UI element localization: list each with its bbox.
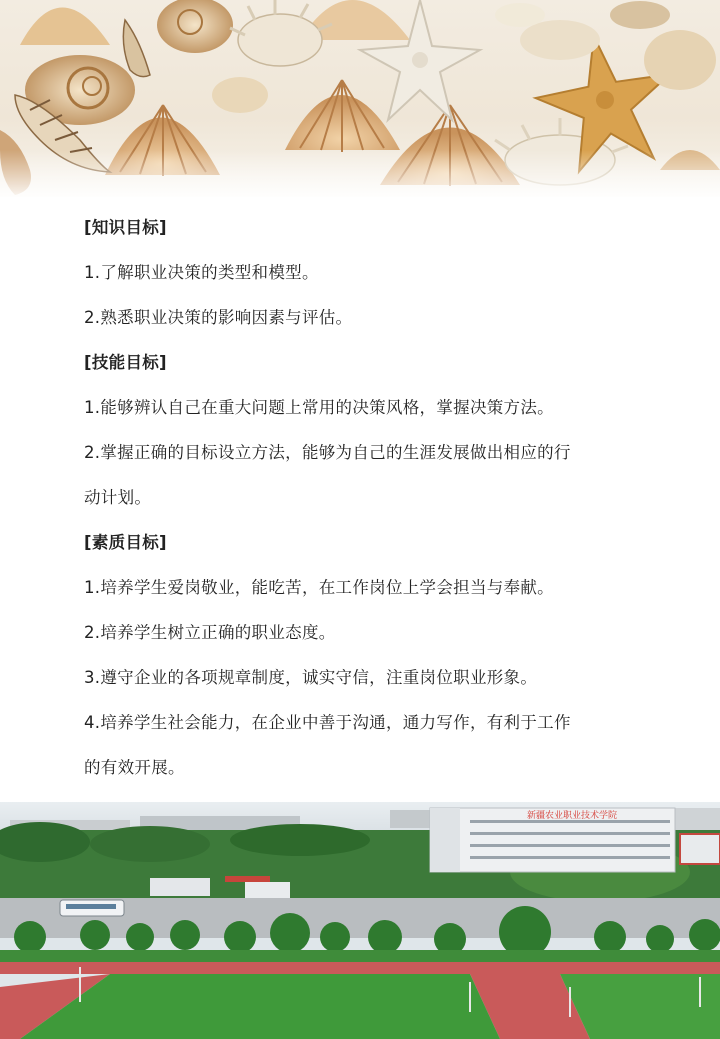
objective-item: 4.培养学生社会能力，在企业中善于沟通，通力写作，有利于工作 (84, 713, 571, 732)
bottom-banner-campus (0, 802, 720, 1039)
campus-sign-text: 新疆农业职业技术学院 (526, 811, 618, 821)
scallop-shell (285, 80, 400, 152)
section-knowledge (84, 205, 644, 340)
section-heading: [素质目标] (84, 533, 167, 552)
sports-fields (20, 974, 720, 1039)
objectives-content (84, 205, 644, 790)
conch-shell (123, 20, 150, 77)
shells-illustration (0, 0, 720, 197)
objective-item: 1.能够辨认自己在重大问题上常用的决策风格，掌握决策方法。 (84, 398, 554, 417)
bus (60, 900, 124, 916)
scallop-shell (20, 8, 110, 46)
hedge (0, 950, 720, 962)
section-skills (84, 340, 644, 520)
top-banner-shells (0, 0, 720, 197)
objective-item: 2.掌握正确的目标设立方法，能够为自己的生涯发展做出相应的行 (84, 443, 571, 462)
objective-item: 2.培养学生树立正确的职业态度。 (84, 623, 336, 642)
section-heading: [知识目标] (84, 218, 167, 237)
campus-illustration (0, 802, 720, 1039)
objective-item: 1.培养学生爱岗敬业，能吃苦，在工作岗位上学会担当与奉献。 (84, 578, 554, 597)
section-quality (84, 520, 644, 790)
snail-shell (157, 0, 233, 53)
spiky-shell (230, 0, 332, 66)
objective-item: 2.熟悉职业决策的影响因素与评估。 (84, 308, 353, 327)
section-heading: [技能目标] (84, 353, 167, 372)
objective-item-continued: 的有效开展。 (84, 758, 185, 777)
objective-item: 1.了解职业决策的类型和模型。 (84, 263, 319, 282)
objective-item: 3.遵守企业的各项规章制度，诚实守信，注重岗位职业形象。 (84, 668, 538, 687)
objective-item-continued: 动计划。 (84, 488, 152, 507)
